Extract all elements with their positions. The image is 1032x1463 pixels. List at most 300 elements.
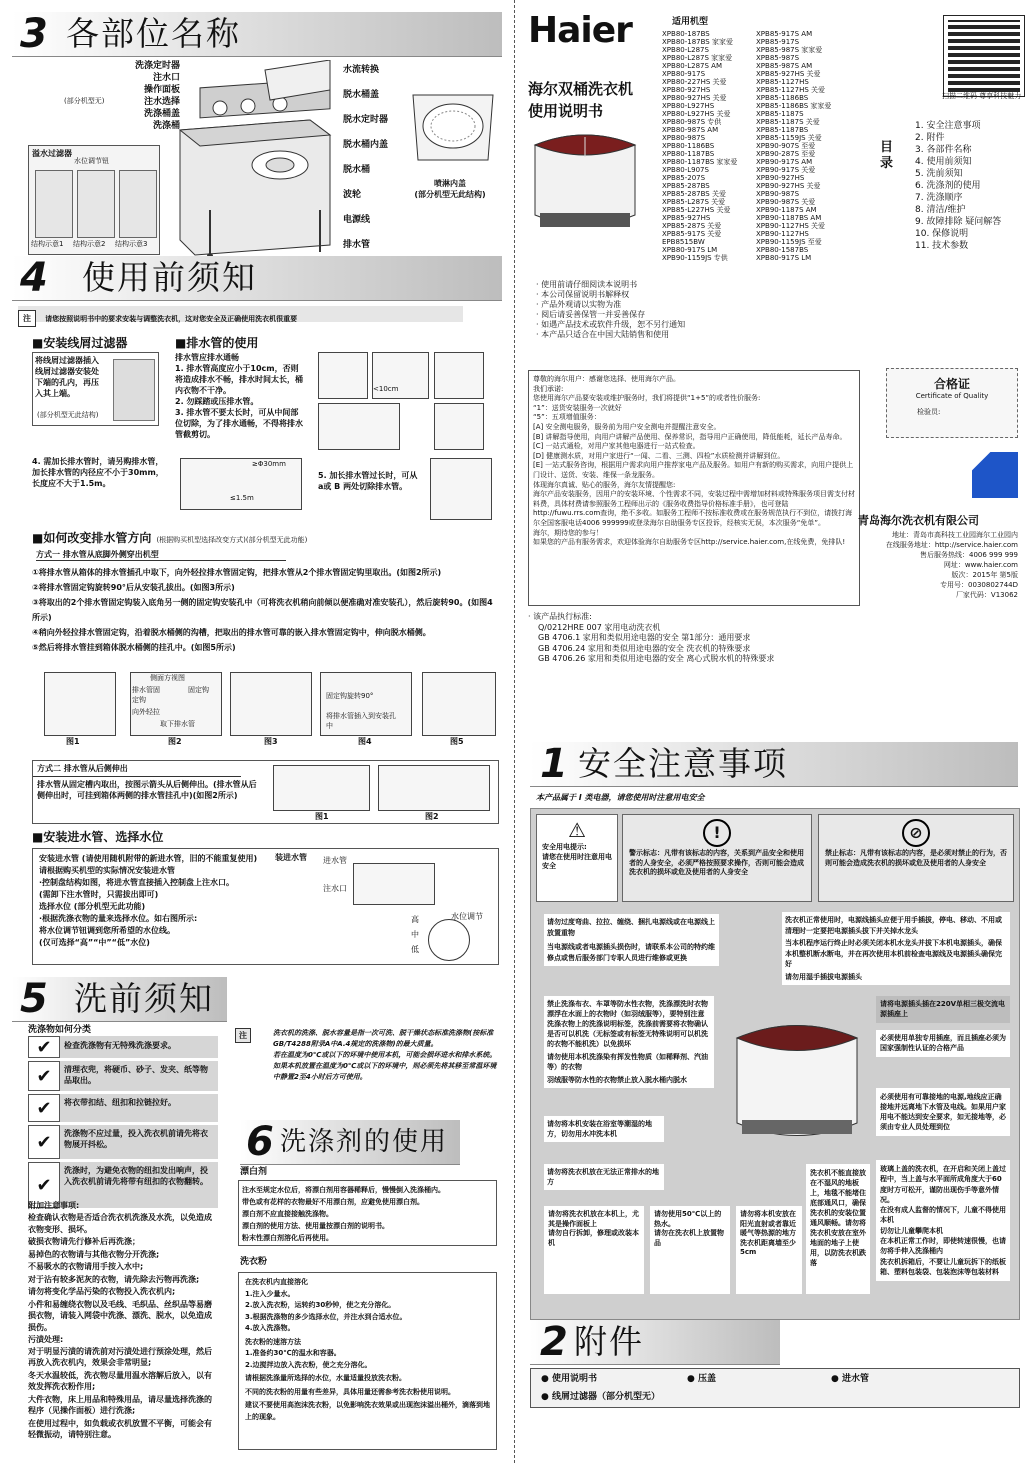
- safety-left-3: [544, 1116, 664, 1142]
- drain-item: 1. 排水管高度应小于10cm，否则将造成排水不畅，排水时间太长，桶内衣物不干净。: [175, 364, 303, 395]
- standard-line: GB 4706.24 家用和类似用途电器的安全 洗衣机的特殊要求: [538, 643, 751, 653]
- model-item: XPB90-927HS 关爱: [756, 182, 821, 190]
- model-item: XPB85-L227HS 关爱: [662, 206, 731, 214]
- filter-install-head: ■安装线屑过滤器: [32, 336, 128, 350]
- model-item: XPB85-287BS: [662, 182, 710, 190]
- extra-item: 在使用过程中，如负载或衣机放置不平衡，可能会有轻微振动，请特别注意。: [28, 1418, 212, 1439]
- ground-note-2: 必须使用有可靠接地的电源,地线应正确接地并远离地下水管及电线。如果用户家用电不能达到安全要求，如无接地等，必须由专业人员处理到位: [876, 1088, 1010, 1136]
- safety-item: 请勿使用本机洗涤染有挥发性物质（如稀释剂、汽油等）的衣物: [547, 1053, 708, 1071]
- bleach-item: 漂白剂的使用方法、使用量按漂白剂的说明书。: [242, 1222, 389, 1230]
- install-box: [32, 848, 499, 965]
- section-1-sub: 本产品属于 I 类电器，请您使用时注意用电安全: [536, 793, 705, 802]
- install-fig-label: 装进水管: [275, 853, 307, 862]
- warn-text: 安全用电提示: 请您在使用时注意用电安全: [542, 843, 612, 870]
- safety-item: 禁止洗涤布衣、车罩等防水性衣物，洗涤漂洗时衣物漂浮在水面上的衣物时（如羽绒服等），要特别注意洗涤衣物上的洗涤说明标签，洗涤前需要将衣物确认是否可以机洗（无标签或有标签无特殊说明可以机洗的衣物不能机洗）以免损坏: [547, 1000, 708, 1048]
- install-fig-label: 进水管: [323, 856, 347, 865]
- model-item: XPB90-987S 关爱: [756, 198, 816, 206]
- part-label: 电源线: [343, 215, 371, 225]
- washer-cover-image: [525, 125, 645, 235]
- class-row: [28, 1125, 218, 1159]
- install-head: ■安装进水管、选择水位: [32, 830, 164, 844]
- class-row: [28, 1061, 218, 1091]
- model-item: XPB85-1127HS: [756, 78, 809, 86]
- bleach-box: [238, 1180, 497, 1246]
- powder-item: 不同的洗衣粉的用量有些差异，具体用量还需参考洗衣粉使用说明。: [245, 1387, 455, 1396]
- filter-illustration: [28, 145, 160, 255]
- model-item: XPB80-L287S AM: [662, 62, 723, 70]
- method1-step: ②将排水管固定钩旋转90°后从安装孔拔出。(如图3所示): [32, 583, 235, 592]
- bleach-item: 注水至规定水位后，将漂白剂用容器稀释后，慢慢倒入洗涤桶内。: [242, 1186, 445, 1194]
- address-line: 售后服务热线：4006 999 999: [920, 551, 1018, 559]
- class-list: [28, 1036, 218, 1208]
- filter-label: 溢水过滤器: [32, 149, 72, 158]
- model-item: XPB85-987S 家家爱: [756, 46, 823, 54]
- brand-logo: Haier: [528, 10, 632, 51]
- section-1-title: 安全注意事项: [578, 744, 788, 783]
- bottom-box-4: 洗衣机不能直接放在不湿风的地板上，地毯不能堵住底部通风口，确保洗衣机的安装位置通风顺畅。请勿将洗衣机安放在室外地面的地子上使用，以防洗衣机跌落: [806, 1164, 870, 1294]
- quality-cert: [886, 368, 1018, 438]
- bottom-box-2: 请勿使用50℃以上的热水。 请勿在洗衣机上放置物品: [650, 1206, 730, 1294]
- method1-step: ⑤然后将排水管挂到箱体脱水桶侧的挂孔中。(如图5所示): [32, 643, 236, 652]
- drain-fig-7: [430, 458, 492, 520]
- extra-item: 检查确认衣物是否适合洗衣机洗涤及水洗，以免造成衣物变形、损坏。: [28, 1213, 212, 1234]
- section-1-number: 1: [540, 741, 568, 787]
- address-line: 在线服务地址：http://service.haier.com: [885, 541, 1018, 549]
- toc-item: 5. 洗前须知: [915, 169, 963, 179]
- toc-list: [915, 120, 1001, 252]
- toc-item: 6. 洗涤剂的使用: [915, 181, 981, 191]
- model-item: XPB80-927HS: [662, 86, 711, 94]
- filter-install-box: [32, 352, 159, 426]
- model-item: XPB85-L287S 关爱: [662, 198, 726, 206]
- fig-small: 将排水管插入到安装孔中: [326, 712, 396, 730]
- exclamation-icon: !: [703, 819, 731, 847]
- models-head: 适用机型: [672, 17, 709, 27]
- model-item: XPB85-917S: [756, 38, 800, 46]
- safety-left-1: [544, 914, 719, 966]
- fig-box: [422, 672, 496, 736]
- install-fig-label: 高: [411, 915, 419, 924]
- ground-note: 必须使用单独专用插座，而且插座必须为国家强制性认证的合格产品: [876, 1030, 1010, 1057]
- model-item: XPB80-L927HS: [662, 102, 715, 110]
- check-icon: ✔: [28, 1125, 60, 1159]
- toc-item: 1. 安全注意事项: [915, 121, 981, 131]
- change-head-text: ■如何改变排水管方向: [32, 531, 152, 545]
- extra-item: 请勿将变化学品污染的衣物投入洗衣机内;: [28, 1287, 176, 1296]
- safety-left-4: [544, 1164, 664, 1190]
- toc-item: 9. 故障排除 疑问解答: [915, 217, 1002, 227]
- address-line: 专用号：0030802744D: [940, 581, 1018, 589]
- model-item: XPB80-987S AM: [662, 126, 719, 134]
- model-item: XPB80-L287S: [662, 46, 709, 54]
- bleach-item: 粉末性漂白剂溶化后再使用。: [242, 1234, 333, 1242]
- install-fig-label: 注水口: [323, 884, 347, 893]
- powder-item: 在洗衣机内直接溶化 1.注入少量水。 2.放入洗衣粉，运转约30秒钟，使之充分溶化。 3.根据洗涤物的多少选择水位，并注水到合适水位。 4.放入洗涤物。: [245, 1278, 407, 1332]
- model-item: XPB90-917S 关爱: [756, 166, 816, 174]
- parts-left-note: (部分机型无): [64, 97, 105, 105]
- standards: [528, 612, 774, 665]
- install-line: 将水位调节钮调到您所希望的水位线。: [39, 926, 175, 935]
- install-fig-label: 低: [411, 945, 419, 954]
- standard-line: GB 4706.26 家用和类似用途电器的安全 离心式脱水机的特殊要求: [538, 654, 775, 663]
- model-item: XPB85-917S AM: [756, 30, 813, 38]
- struct-label: 结构示意3: [115, 240, 148, 248]
- toc-item: 11. 技术参数: [915, 241, 969, 251]
- warn-box-forbid: [818, 814, 1014, 902]
- model-item: XPB85-287BS 关爱: [662, 190, 726, 198]
- safety-item: 在本机正常工作时，即使转速很慢，也请勿将手伸入洗涤桶内: [880, 1237, 1006, 1256]
- drain-fig-5: [434, 403, 484, 450]
- method1-title: 方式一 排水管从底脚外侧穿出机型: [36, 549, 286, 561]
- model-item: XPB85-1187BS: [756, 126, 809, 134]
- filter-install-note: (部分机型无此结构): [37, 411, 99, 419]
- note-bar: [18, 306, 463, 322]
- toc-item: 10. 保修说明: [915, 229, 969, 239]
- drain-fig-3: [434, 352, 484, 399]
- part-label: 洗涤桶: [152, 121, 180, 131]
- page-divider: [514, 0, 515, 1463]
- extra-item: 冬天水温较低，洗衣物尽量用温水溶解后放入，以有效发挥洗衣粉作用;: [28, 1370, 212, 1391]
- model-item: XPB80-1187BS 家家爱: [662, 158, 738, 166]
- toc-item: 8. 清洁/维护: [915, 205, 966, 215]
- model-item: XPB85-927HS 关爱: [756, 70, 821, 78]
- accessory-item: ● 进水管: [831, 1374, 870, 1384]
- warn-box-power: [536, 814, 618, 902]
- install-line: 请根据购买机型的实际情况安装进水管: [39, 866, 175, 875]
- drain-dim-2: ≥Φ30mm: [252, 460, 286, 468]
- bleach-item: 带色或有花样的衣物最好不用漂白剂，应避免使用漂白剂。: [242, 1198, 424, 1206]
- note-text: 请您按照说明书中的要求安装与调整洗衣机，这对您安全及正确使用洗衣机很重要: [45, 315, 298, 323]
- safety-item: 玻璃上盖的洗衣机，在开启和关闭上盖过程中，当上盖与水平面所成角度大于60度时方可松开，谨防出现伤手等意外情况。: [880, 1165, 1006, 1204]
- socket-note: 请将电源插头插在220V单相三极交流电源插座上: [876, 996, 1010, 1023]
- fig-label: 图2: [168, 737, 182, 746]
- part-label: 洗涤定时器: [134, 61, 180, 71]
- model-item: XPB85-1159JS 关爱: [756, 134, 822, 142]
- fig-label: 图2: [425, 812, 439, 821]
- washer-diagram: [170, 60, 340, 260]
- accessory-item: ● 压盖: [687, 1374, 717, 1384]
- accessories-box: [530, 1368, 1020, 1408]
- fig-small: 侧面方视图: [150, 674, 185, 682]
- qc-check: 检验员:: [917, 407, 941, 416]
- model-item: XPB80-1187BS: [662, 150, 715, 158]
- extra-item: 大件衣物，床上用品和特殊用品，请尽量选择洗涤的程序（见操作面板）进行洗涤;: [28, 1394, 212, 1415]
- qr-caption: 扫描二维码 尊享科技魅力: [942, 92, 1022, 100]
- service-text: 尊敬的海尔用户：感谢您选择、使用海尔产品。 我们承诺: 您使用海尔产品要安装或维护服务时，我们将提供“1+5”的或者性价服务: “1”：送货安装服务一次就好 “5”：五项增值服务： [A] 安全测电服务，服务前为用户安全测电并提醒注意安全。 [B] 讲解指导使用，向用户讲解产品使用、保养常识，指导用户正确使用，降低能耗，延长产品寿命。 [C] 一站式通检，对用户家其他电器进行一站式检查。 [D] 健康测水质，对用户家进行“一闻、二看、三测、四检”水质检测并讲解到位。 [E] 一站式服务咨询，根据用户需求向用户推荐家电产品及服务。如用户有新的购买需求，向用户提供上门设计、送货、安装、维保一条龙服务。 体现海尔真诚、贴心的服务，海尔友情提醒您: 海尔产品安装服务，因用户的安装环境、个性需求不同，安装过程中需增加材料或特殊服务项目需支付材料费，具体材费请参照服务工程师出示的《服务收费指导价格标准手册》，也可登陆http://fuwu.rrs.com查询，绝不多收。如服务工程师不按标准收费或在服务规范执行不到位，请拨打海尔全国客服电话4006 999999或登录海尔自助服务专区投诉，经核实无误，本次服务“免单”。 海尔，期待您的参与！ 如果您的产品有服务需求，欢迎体验海尔自助服务专区http://service.haier.com,在线免费，免排队!: [533, 375, 855, 547]
- level-label: 水位调节钮: [74, 157, 109, 165]
- model-item: XPB90-1187BS AM: [756, 214, 822, 222]
- fig-label: 图1: [66, 737, 80, 746]
- part-label: 脱水桶内盖: [343, 140, 389, 150]
- extra-item: 对于沾有较多泥灰的衣物，请先除去污物再洗涤;: [28, 1274, 200, 1284]
- safety-item: 请勿将洗衣机放在无法正常排水的地方: [547, 1168, 659, 1186]
- washer-safety-illustration: [722, 1008, 872, 1148]
- model-item: XPB80-987S: [662, 134, 706, 142]
- model-item: XPB80-187BS: [662, 30, 710, 38]
- drain-item: 2. 勿踩踏或压排水管。: [175, 397, 259, 406]
- warn-text: 禁止标志：凡带有该标志的内容，是必须对禁止的行为，否则可能会造成洗衣机的损坏或危及使用者的人身安全: [825, 849, 1007, 867]
- powder-item: 洗衣粉的速溶方法 1.准备约30℃的温水和容器。 2.边搅拌边放入洗衣粉，使之充分溶化。: [245, 1337, 372, 1369]
- part-label: 排水管: [343, 240, 371, 250]
- drain-text-block: [175, 352, 305, 440]
- model-item: XPB90-917S AM: [756, 158, 813, 166]
- model-item: XPB85-1127HS 关爱: [756, 86, 825, 94]
- section-5-number: 5: [20, 976, 48, 1022]
- change-head: [32, 527, 307, 546]
- install-fig-label: 中: [411, 930, 419, 939]
- models-col-1: [662, 30, 754, 262]
- filter-struct-2: [77, 170, 115, 238]
- filter-install-text: 将线屑过滤器插入线屑过滤器安装处下端的孔内，再压入其上端。: [35, 356, 99, 398]
- model-item: XPB90-1159JS 至爱: [756, 238, 822, 246]
- model-item: XPB90-907S 至爱: [756, 142, 816, 150]
- safety-item: 请勿将本机安装在浴室等潮湿的地方，切勿用水冲洗本机: [547, 1120, 652, 1138]
- extra-item: 破损衣物请先行修补后再洗涤；: [28, 1237, 140, 1246]
- service-box: [528, 370, 860, 606]
- model-item: XPB85-927HS: [662, 214, 711, 222]
- qc-sub: Certificate of Quality: [915, 392, 989, 400]
- standard-line: · 该产品执行标准:: [528, 612, 592, 621]
- class-row: [28, 1036, 218, 1058]
- model-item: XPB85-1187S: [756, 110, 804, 118]
- method2-box: [32, 760, 499, 824]
- model-item: XPB85-987S: [756, 54, 800, 62]
- model-item: XPB85-1186BS: [756, 94, 809, 102]
- model-item: XPB85-987S AM: [756, 62, 813, 70]
- accessory-label: 压盖: [698, 1374, 717, 1384]
- safety-item: 请勿过度弯曲、拉拉、缠绕、捆扎电源线或在电源线上放置重物: [547, 918, 715, 937]
- accessory-label: 进水管: [842, 1374, 870, 1384]
- class-text: 清理衣兜，将硬币、砂子、发夹、纸等物品取出。: [60, 1061, 218, 1091]
- model-item: XPB85-917S 关爱: [662, 230, 722, 238]
- check-icon: ✔: [28, 1036, 60, 1058]
- qr-code: [944, 16, 1024, 96]
- bleach-head: 漂白剂: [240, 1167, 268, 1177]
- extra-item: 小件和易缠绕衣物以及毛线、毛织品、丝织品等易磨损衣物，请装入网袋中洗涤、漂洗、脱水，以免造成损伤。: [28, 1299, 212, 1332]
- model-item: XPB90-927HS: [756, 174, 805, 182]
- safety-item: 切勿让儿童攀爬本机: [880, 1226, 943, 1235]
- drain-item: 排水管应排水通畅: [175, 353, 239, 362]
- part-label: 脱水桶盖: [343, 90, 380, 100]
- safety-item: 羽绒服等防水性的衣物禁止放入脱水桶内脱水: [547, 1076, 687, 1084]
- install-fig-dial: [428, 919, 470, 961]
- model-item: XPB80-927HS 关爱: [662, 94, 727, 102]
- install-fig-label: 水位调节: [451, 912, 483, 921]
- part-label: 注水口: [152, 73, 180, 83]
- install-line: 安装进水管 (请使用随机附带的新进水管，旧的不能重复使用): [39, 854, 258, 863]
- model-item: XPB85-1186BS 家家爱: [756, 102, 832, 110]
- section-6-number: 6: [246, 1119, 274, 1165]
- part-label: 脱水桶: [343, 165, 371, 175]
- fig-label: 图1: [315, 812, 329, 821]
- parts-right-labels: [343, 58, 413, 258]
- address-line: 地址：青岛市高科技工业园海尔工业园内: [892, 531, 1018, 539]
- struct-label: 结构示意2: [73, 240, 106, 248]
- method1-step: ③将取出的2个排水管固定钩装入底角另一侧的固定钩安装孔中（可将洗衣机稍向前倾以便准确对准安装孔），然后旋转90。(如图4所示): [32, 598, 493, 622]
- s5-note-text: 洗衣机的洗涤、脱水容量是指一次可洗、脱干燥状态标准洗涤物(按标准GB/T4288附录A中A.4规定的洗涤物)的最大质量。 若在温度为0℃或以下的环境中使用本机，可能会损坏进水和排水系统。 如果本机放置在温度为0℃或以下的环境中，则必须先将其移至常温环境中静置2至4小时后方可使用。: [273, 1029, 497, 1081]
- manual-title: 使用说明书: [528, 102, 604, 120]
- part-label: 脱水定时器: [343, 115, 389, 125]
- drain-fig-1: [318, 352, 368, 399]
- model-item: XPB80-917S: [662, 70, 706, 78]
- safety-item: 洗衣机拆箱后，不要让儿童玩拆下的纸板箱、塑料包装袋、包装泡沫等包装材料: [880, 1257, 1006, 1276]
- intro-note: · 产品外观请以实物为准: [536, 300, 622, 309]
- powder-box: [238, 1272, 497, 1450]
- toc-item: 3. 各部件名称: [915, 145, 972, 155]
- fig-small: 固定钩: [188, 686, 209, 694]
- prohibited-icon: ⊘: [902, 819, 930, 847]
- warn-text: 警示标志：凡带有该标志的内容，关系到产品安全和使用者的人身安全，必须严格按照要求操作，否则可能会造成洗衣机的损坏或危及使用者的人身安全: [629, 849, 804, 876]
- model-item: XPB80-187BS 家家爱: [662, 38, 733, 46]
- safety-left-2: [544, 996, 714, 1088]
- section-3-title: 各部位名称: [66, 14, 241, 53]
- model-item: XPB80-917S LM: [662, 246, 718, 254]
- intro-note: · 如遇产品技术或软件升级，恕不另行通知: [536, 320, 686, 329]
- class-row: [28, 1094, 218, 1122]
- accessory-item: ● 线屑过滤器（部分机型无）: [541, 1392, 661, 1402]
- inner-cap-caption: 喷淋内盖 (部分机型无此结构): [414, 179, 486, 199]
- safety-item: 当本机程序运行终止时必须关闭本机水龙头并拔下本机电源插头，确保本机整机断水断电，并在再次使用本机前检查电源线及电源插头确保完好: [785, 939, 1002, 968]
- safety-right-1: [782, 912, 1010, 985]
- qc-title: 合格证: [933, 377, 970, 391]
- class-text: 洗涤物不应过量，投入洗衣机前请先将衣物展开抖松。: [60, 1125, 218, 1159]
- accessory-item: ● 使用说明书: [541, 1374, 598, 1384]
- fig-small: 取下排水管: [160, 720, 195, 728]
- section-4-number: 4: [20, 255, 48, 301]
- section-4-title: 使用前须知: [82, 258, 257, 297]
- standard-line: GB 4706.1 家用和类似用途电器的安全 第1部分：通用要求: [538, 633, 751, 642]
- class-text: 洗涤时，为避免衣物的纽扣发出响声，投入洗衣机前请先将带有纽扣的衣物翻转。: [60, 1162, 218, 1208]
- address-line: 版次：2015年 第5版: [951, 571, 1018, 579]
- model-item: XPB85-1187S 关爱: [756, 118, 820, 126]
- fig-label: 图3: [264, 737, 278, 746]
- part-label: 波轮: [343, 190, 362, 200]
- method2-title: 方式二 排水管从后侧伸出: [33, 761, 241, 777]
- install-line: ·控制盘结构如图，将进水管直接插入控制盘上注水口。: [39, 878, 235, 887]
- toc-item: 2. 附件: [915, 133, 945, 143]
- model-item: XPB80-987S 专供: [662, 118, 722, 126]
- drain-item: 3. 排水管不要太长时，可从中间部位切除，为了排水通畅，不得将排水管截剪切。: [175, 408, 303, 439]
- powder-head: 洗衣粉: [240, 1257, 268, 1267]
- intro-note: · 本产品只适合在中国大陆销售和使用: [536, 330, 670, 339]
- toc-item: 4. 使用前须知: [915, 157, 972, 167]
- model-item: XPB90-1127HS 关爱: [756, 222, 825, 230]
- method1-step: ①将排水管从箱体的排水管插孔中取下，向外轻拉排水管固定钩，把排水管从2个排水管固定钩里取出。(如图2所示): [32, 568, 442, 577]
- class-head: 洗涤物如何分类: [28, 1025, 92, 1035]
- accessory-label: 使用说明书: [552, 1374, 598, 1384]
- fig-small: 排水管固定钩: [132, 686, 160, 704]
- install-line: (仅可选择“高”“中”“低”水位): [39, 938, 150, 947]
- powder-item: 建议不要使用高泡沫洗衣粉，以免影响洗衣效果或出现泡沫溢出桶外，滴落到地上的现象。: [245, 1401, 490, 1421]
- model-item: XPB90-1187S AM: [756, 206, 817, 214]
- check-icon: ✔: [28, 1061, 60, 1091]
- toc-item: 7. 洗涤顺序: [915, 193, 963, 203]
- powder-item: 请根据洗涤量所选择的水位，水量适量投放洗衣粉。: [245, 1374, 406, 1382]
- drain-head: ■排水管的使用: [175, 336, 259, 350]
- filter-struct-3: [119, 170, 157, 238]
- intro-note: · 本公司保留说明书解释权: [536, 290, 630, 299]
- models-col-2: [756, 30, 856, 262]
- s5-note-tag: 注: [235, 1028, 251, 1043]
- part-label: 洗涤桶盖: [143, 109, 180, 119]
- install-fig-washer: [353, 863, 435, 905]
- method1-step: ④稍向外轻拉排水管固定钩，沿着脱水桶侧的沟槽，把取出的排水管可靠的嵌入排水管固定钩中，伸向脱水桶侧。: [32, 628, 431, 637]
- s5-note: [235, 1028, 497, 1083]
- method2-fig-2: [378, 765, 490, 811]
- safety-item: 请勿用湿手插拔电源插头: [785, 972, 862, 981]
- check-icon: ✔: [28, 1094, 60, 1122]
- section-2-number: 2: [540, 1319, 568, 1365]
- bleach-item: 漂白剂不应直接接触洗涤物。: [242, 1210, 333, 1218]
- install-line: (需卸下注水管时，只需拔出即可): [39, 890, 159, 899]
- part-label: 操作面板: [143, 85, 180, 95]
- model-item: XPB90-987S: [756, 190, 800, 198]
- section-5-title: 洗前须知: [74, 979, 214, 1018]
- fig-box: [44, 672, 116, 736]
- model-item: EPB8515BW: [662, 238, 705, 246]
- model-item: XPB80-L927HS 关爱: [662, 110, 731, 118]
- bottom-box-3: 请勿将本机安放在阳光直射或者靠近暖气等热源的地方 洗衣机距离墙至少5cm: [736, 1206, 802, 1294]
- intro-notes: [536, 280, 685, 340]
- accessory-label: 线屑过滤器（部分机型无）: [552, 1392, 661, 1402]
- section-3-number: 3: [20, 11, 48, 57]
- section-2-title: 附件: [574, 1322, 644, 1361]
- extra-list: [28, 1212, 218, 1441]
- method2-text: 排水管从固定槽内取出，按图示箭头从后侧伸出。(排水管从后侧伸出时，可挂到箱体两侧的排水管挂孔中)(如图2所示): [37, 780, 257, 800]
- change-head-note: (根据购买机型选择改变方式)(部分机型无此功能): [156, 536, 308, 544]
- fig-small: 固定钩旋转90°: [326, 692, 374, 700]
- model-item: XPB80-1186BS: [662, 142, 715, 150]
- fig-box: [230, 672, 312, 736]
- extra-head: 附加注意事项:: [28, 1201, 80, 1210]
- safety-item: 在没有成人监督的情况下，儿童不得使用本机: [880, 1206, 1006, 1225]
- safety-item: 当电源线或者电源插头损伤时，请联系本公司的特约维修点或售后服务部门专职人员进行维修或更换: [547, 943, 715, 962]
- struct-label: 结构示意1: [31, 240, 64, 248]
- model-item: XPB80-L287S 家家爱: [662, 54, 733, 62]
- filter-struct-1: [35, 170, 73, 238]
- warn-box-caution: [622, 814, 812, 902]
- method1-figures: [40, 672, 500, 752]
- extra-item: 易掉色的衣物请与其他衣物分开洗涤;: [28, 1249, 160, 1259]
- drain-dim-1: <10cm: [373, 385, 399, 393]
- install-lines: [33, 849, 275, 953]
- fig-small: 向外轻拉: [132, 708, 160, 716]
- model-item: XPB80-917S LM: [756, 254, 812, 262]
- filter-install-pic: [113, 359, 155, 421]
- toc-label: 目录: [880, 140, 894, 171]
- install-line: 选择水位 (部分机型无此功能): [39, 902, 146, 911]
- model-item: XPB90-1127HS: [756, 230, 809, 238]
- warning-triangle-icon: ⚠: [568, 818, 586, 842]
- model-item: XPB90-287S 至爱: [756, 150, 816, 158]
- standard-line: Q/0212HRE 007 家用电动洗衣机: [538, 622, 661, 632]
- parts-left-labels: [100, 60, 180, 132]
- model-item: XPB80-227HS 关爱: [662, 78, 727, 86]
- drain-dim-3: ≤1.5m: [230, 494, 254, 502]
- extra-item: 污渍处理: 对于明显污渍的请洗前对污渍处进行预涂处理，然后再放入洗衣机内，效果会非常明显;: [28, 1335, 212, 1367]
- address-line: 网址：www.haier.com: [943, 561, 1018, 569]
- section-6-title: 洗涤剂的使用: [280, 1127, 449, 1157]
- class-text: 将衣带扣结、纽扣和拉链拉好。: [60, 1094, 218, 1122]
- method1-steps: [32, 565, 497, 655]
- safety-tail: [876, 1160, 1010, 1281]
- model-item: XPB85-287S 关爱: [662, 222, 722, 230]
- fig-label: 图5: [450, 737, 464, 746]
- blue-sticker: [972, 452, 1018, 498]
- model-item: XPB80-L907S: [662, 166, 709, 174]
- check-icon: ✔: [28, 1162, 60, 1208]
- model-item: XPB90-1159JS 专供: [662, 254, 728, 262]
